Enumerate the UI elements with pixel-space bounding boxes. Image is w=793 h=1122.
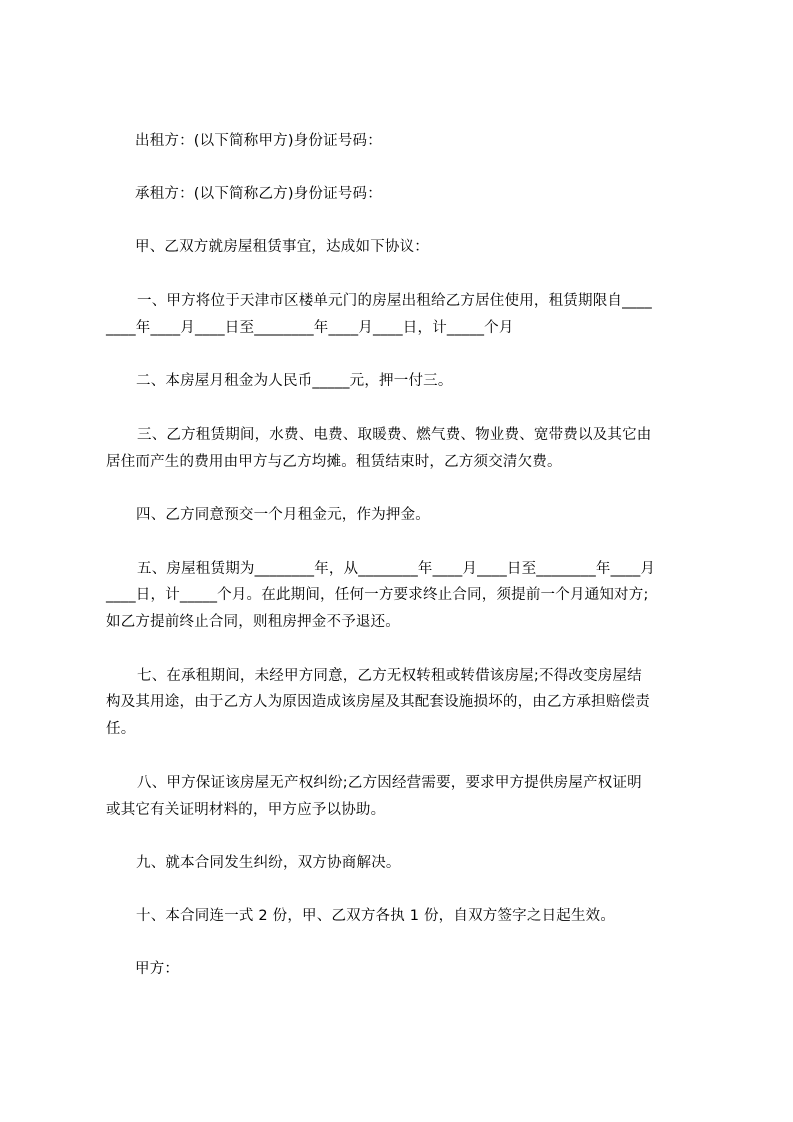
lessor-line: 出租方：(以下简称甲方)身份证号码： — [135, 133, 382, 149]
clause-7-line-3: 任。 — [106, 721, 136, 737]
clause-3-line-1: 三、乙方租赁期间，水费、电费、取暖费、燃气费、物业费、宽带费以及其它由 — [137, 427, 652, 443]
signature-party-a: 甲方： — [135, 961, 180, 977]
clause-3-line-2: 居住而产生的费用由甲方与乙方均摊。租赁结束时，乙方须交清欠费。 — [106, 454, 562, 470]
intro-line: 甲、乙双方就房屋租赁事宜，达成如下协议： — [135, 239, 429, 255]
clause-8-line-1: 八、甲方保证该房屋无产权纠纷;乙方因经营需要，要求甲方提供房屋产权证明 — [137, 775, 642, 791]
clause-1-line-2: ____年____月____日至________年____月____日，计_____个月 — [106, 320, 514, 336]
clause-5-line-3: 如乙方提前终止合同，则租房押金不予退还。 — [106, 614, 400, 630]
clause-9: 九、就本合同发生纠纷，双方协商解决。 — [136, 855, 401, 871]
clause-8-line-2: 或其它有关证明材料的，甲方应予以协助。 — [106, 802, 386, 818]
clause-7-line-1: 七、在承租期间，未经甲方同意，乙方无权转租或转借该房屋;不得改变房屋结 — [137, 668, 642, 684]
clause-4: 四、乙方同意预交一个月租金元，作为押金。 — [136, 507, 430, 523]
lessee-line: 承租方：(以下简称乙方)身份证号码： — [135, 186, 382, 202]
clause-5-line-2: ____日，计_____个月。在此期间，任何一方要求终止合同，须提前一个月通知对方; — [106, 587, 649, 603]
clause-2: 二、本房屋月租金为人民币_____元，押一付三。 — [136, 373, 453, 389]
clause-10: 十、本合同连一式 2 份，甲、乙双方各执 1 份，自双方签字之日起生效。 — [136, 908, 616, 924]
clause-5-line-1: 五、房屋租赁期为________年，从________年____月____日至________年____月 — [137, 561, 656, 577]
clause-1-line-1: 一、甲方将位于天津市区楼单元门的房屋出租给乙方居住使用，租赁期限自____ — [137, 293, 652, 309]
clause-7-line-2: 构及其用途，由于乙方人为原因造成该房屋及其配套设施损坏的，由乙方承担赔偿责 — [106, 694, 650, 710]
